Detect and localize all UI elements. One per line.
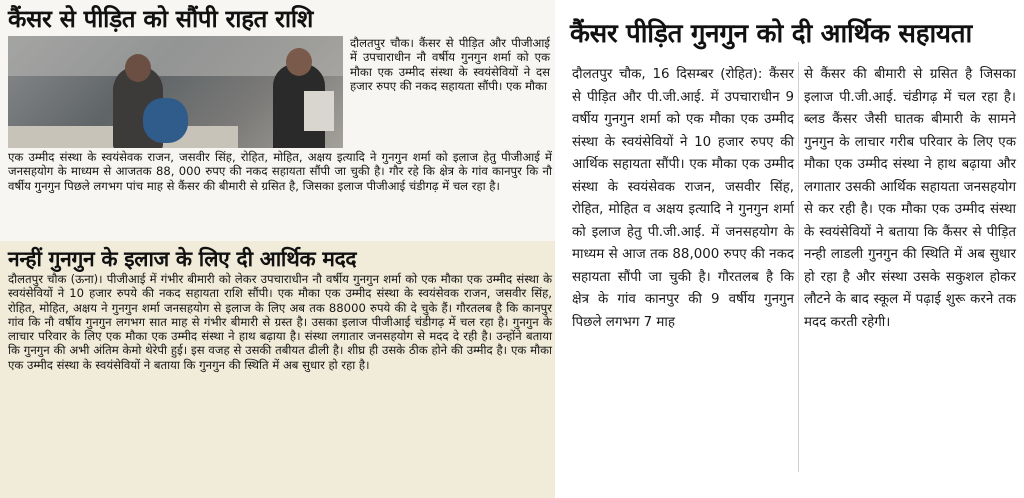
photo-paper [304,91,334,131]
clipping-left-top [0,0,555,241]
clipping-right [562,0,1024,498]
photo-child [143,98,188,143]
article-full-text: एक उम्मीद संस्था के स्वयंसेवक राजन, जसवीर सिंह, रोहित, मोहित, अक्षय इत्यादि ने गुनगुन शर्मा को इलाज हेतु पीजीआई में जनसहयोग के माध्यम से आजतक 88, 000 रुपए की नकद सहायता सौंपी जा चुकी है। गौर रहे कि क्षेत्र के गांव कानपुर कि नौ वर्षीय गुनगुन पिछले लगभग पांच माह से कैंसर की बीमारी से ग्रसित है, जिसका इलाज पीजीआई चंडीगढ़ में चल रहा है। [8,150,552,193]
clipping-divider [555,0,562,498]
news-photo [8,36,343,148]
article-column-2: से कैंसर की बीमारी से ग्रसित है जिसका इलाज पी.जी.आई. चंडीगढ़ में चल रहा है। ब्लड कैंसर जैसी घातक बीमारी के सामने गुनगुन के लाचार गरीब परिवार के लिए एक मौका एक उम्मीद संस्था ने हाथ बढ़ाया और लगातार उसकी आर्थिक सहायता जनसहयोग से कर रही है। एक मौका एक उम्मीद संस्था के स्वयंसेवियों ने बताया कि कैंसर से पीड़ित नन्ही लाडली गुनगुन की स्थिति में अब सुधार हो रहा है और संस्था उसके सकुशल होकर लौटने के बाद स्कूल में पढ़ाई शुरू करने तक मदद करती रहेगी। [804,67,1016,330]
headline-financial-assistance: कैंसर पीड़ित गुनगुन को दी आर्थिक सहायता [570,19,972,49]
photo-volunteer-head [286,48,312,76]
headline-relief-amount: कैंसर से पीड़ित को सौंपी राहत राशि [8,5,314,33]
column-rule [798,62,799,472]
article-side-text: दौलतपुर चौक। कैंसर से पीड़ित और पीजीआई में उपचाराधीन नौ वर्षीय गुनगुन शर्मा को एक मौका एक उम्मीद संस्था के स्वयंसेवियों ने दस हजार रुपए की नकद सहायता सौंपी। एक मौका [350,36,550,93]
clipping-left-bottom [0,241,555,498]
headline-financial-help: नन्हीं गुनगुन के इलाज के लिए दी आर्थिक मदद [8,247,357,271]
article-column-1: दौलतपुर चौक, 16 दिसम्बर (रोहित): कैंसर से पीड़ित और पी.जी.आई. में उपचाराधीन 9 वर्षीय गुनगुन शर्मा को एक मौका एक उम्मीद संस्था के स्वयंसेवियों ने 10 हजार रुपए की आर्थिक सहायता सौंपी। एक मौका एक उम्मीद संस्था के स्वयंसेवक राजन, जसवीर सिंह, रोहित, मोहित व अक्षय इत्यादि ने गुनगुन शर्मा को इलाज हेतु पी.जी.आई. में जनसहयोग के माध्यम से आज तक 88,000 रुपए की नकद सहायता सौंपी जा चुकी है। गौरतलब है कि क्षेत्र के गांव कानपुर की 9 वर्षीय गुनगुन पिछले लगभग 7 माह [572,67,794,330]
article-body: दौलतपुर चौक (ऊना)। पीजीआई में गंभीर बीमारी को लेकर उपचाराधीन नौ वर्षीय गुनगुन शर्मा को एक मौका एक उम्मीद संस्था के स्वयंसेवियों ने 10 हजार रुपये की नकद सहायता राशि सौंपी। एक मौका एक उम्मीद संस्था के स्वयंसेवक राजन, जसवीर सिंह, रोहित, मोहित, अक्षय ने गुनगुन शर्मा जनसहयोग से इलाज के लिए अब तक 88000 रुपये की दे चुके हैं। गौरतलब है कि कानपुर गांव कि नौ वर्षीय गुनगुन लगभग सात माह से गंभीर बीमारी से ग्रस्त है। उसका इलाज पीजीआई चंडीगढ़ में चल रहा है। गुनगुन के लाचार परिवार के लिए एक मौका एक उम्मीद संस्था ने हाथ बढ़ाया है। संस्था लगातार जनसहयोग से मदद दे रही है। उन्होंने बताया कि गुनगुन की अभी अंतिम केमो थेरेपी हुई। इस वजह से उसकी तबीयत ढीली है। शीघ्र ही उसके ठीक होने की उम्मीद है। एक मौका एक उम्मीद संस्था के स्वयंसेवियों ने बताया कि गुनगुन की स्थिति में अब सुधार हो रहा है। [8,272,552,372]
photo-woman-head [125,54,151,82]
